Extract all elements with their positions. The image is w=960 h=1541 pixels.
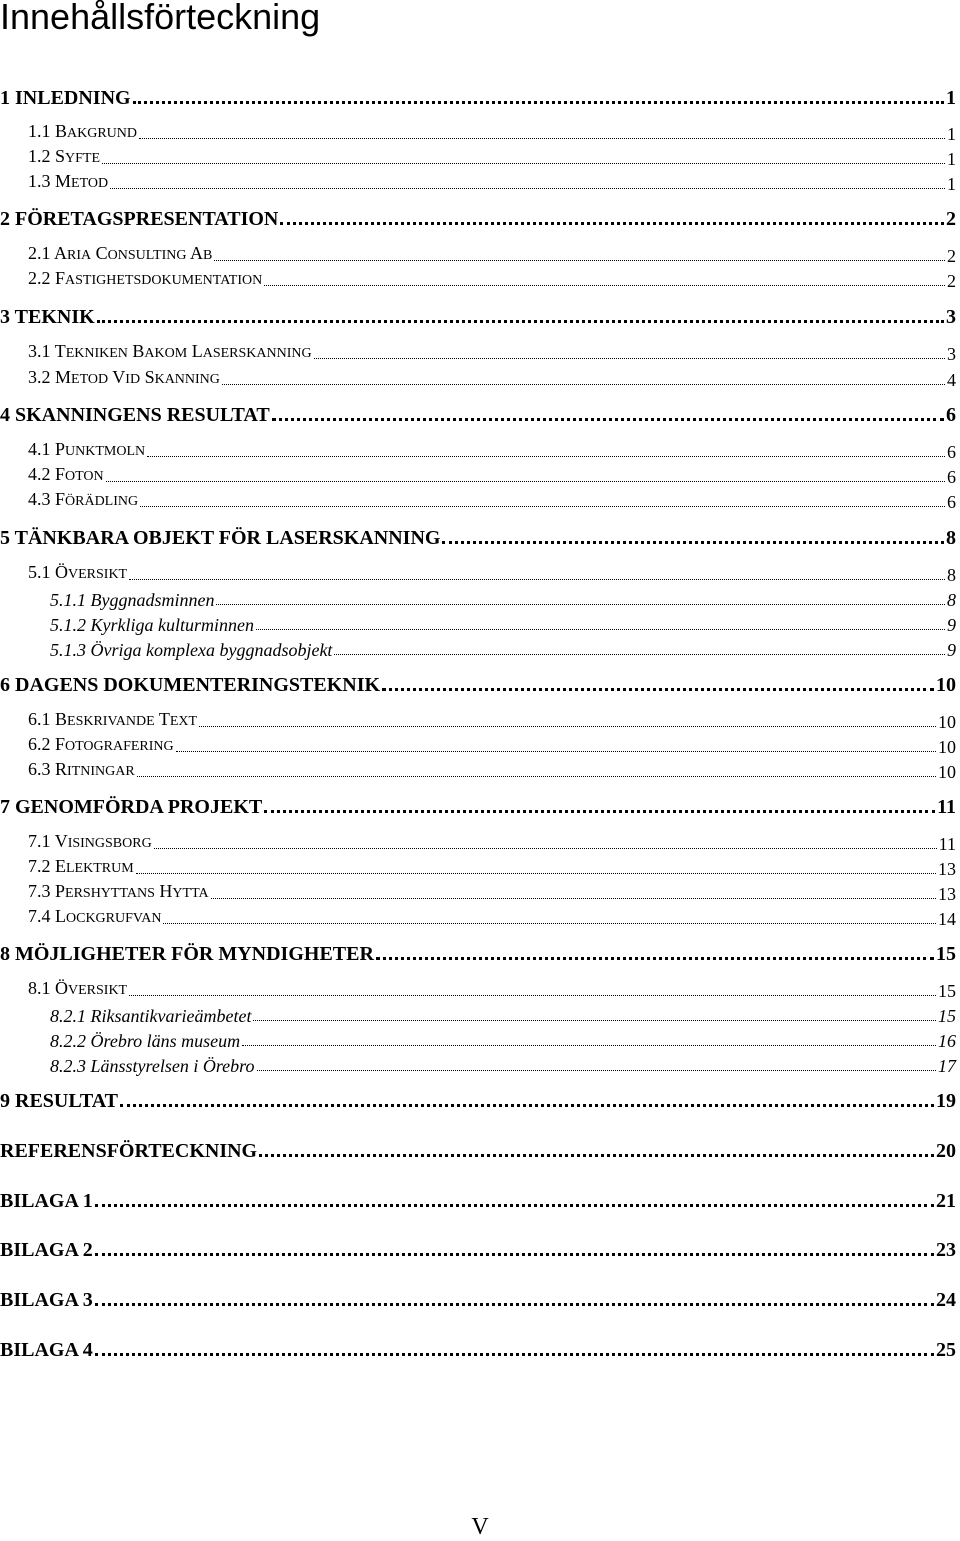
- dot-leader: [129, 579, 945, 580]
- toc-entry[interactable]: [0, 145, 956, 169]
- toc-entry-page: 25: [936, 1339, 956, 1361]
- toc-entry-label: 4.2 FOTON: [28, 464, 104, 484]
- dot-leader: [253, 1020, 936, 1021]
- toc-entry[interactable]: [0, 1236, 956, 1260]
- toc-entry-label: 7.2 ELEKTRUM: [28, 856, 134, 876]
- toc-entry-label: 3 TEKNIK: [0, 306, 95, 328]
- toc-entry-page: 15: [938, 1006, 956, 1026]
- dot-leader: [110, 188, 945, 189]
- dot-leader: [259, 1154, 934, 1157]
- toc-entry-label: 1 INLEDNING: [0, 87, 131, 109]
- toc-entry-page: 2: [946, 208, 956, 230]
- toc-entry[interactable]: [0, 940, 956, 964]
- dot-leader: [95, 1353, 934, 1356]
- dot-leader: [129, 995, 936, 996]
- toc-entry-page: 17: [938, 1056, 956, 1076]
- dot-leader: [272, 418, 944, 421]
- dot-leader: [376, 957, 934, 960]
- dot-leader: [216, 604, 945, 605]
- toc-entry-label: 5.1.3 Övriga komplexa byggnadsobjekt: [50, 640, 333, 660]
- toc-entry[interactable]: [0, 855, 956, 879]
- toc-entry-label: 5.1.2 Kyrkliga kulturminnen: [50, 615, 254, 635]
- toc-entry-label: 5 TÄNKBARA OBJEKT FÖR LASERSKANNING: [0, 527, 441, 549]
- toc-entry[interactable]: [0, 905, 956, 929]
- dot-leader: [264, 285, 945, 286]
- toc-entry-page: 10: [938, 712, 956, 732]
- toc-entry-label: REFERENSFÖRTECKNING: [0, 1140, 258, 1162]
- toc-entry-page: 9: [947, 615, 956, 635]
- toc-entry[interactable]: [0, 758, 956, 782]
- toc-entry-page: 4: [947, 370, 956, 390]
- toc-entry-label: 5.1 ÖVERSIKT: [28, 562, 128, 582]
- dot-leader: [163, 923, 936, 924]
- toc-entry[interactable]: [0, 84, 956, 108]
- toc-entry[interactable]: [0, 120, 956, 144]
- toc-entry-label: BILAGA 2: [0, 1239, 93, 1261]
- toc-entry-page: 8: [947, 565, 956, 585]
- toc-entry-page: 3: [946, 306, 956, 328]
- toc-entry-label: 1.1 BAKGRUND: [28, 121, 138, 141]
- toc-entry-page: 10: [938, 762, 956, 782]
- dot-leader: [280, 222, 944, 225]
- toc-entry[interactable]: [0, 733, 956, 757]
- toc-entry[interactable]: [0, 830, 956, 854]
- toc-entry-page: 16: [938, 1031, 956, 1051]
- toc-entry[interactable]: [0, 205, 956, 229]
- toc-entry-label: 1.3 METOD: [28, 171, 109, 191]
- toc-entry-page: 14: [938, 909, 956, 929]
- toc-entry-label: 3.2 METOD VID SKANNING: [28, 367, 220, 387]
- toc-entry-label: 8.2.1 Riksantikvarieämbetet: [50, 1006, 252, 1026]
- toc-entry-label: 5.1.1 Byggnadsminnen: [50, 590, 215, 610]
- dot-leader: [334, 654, 945, 655]
- dot-leader: [257, 1070, 937, 1071]
- toc-entry[interactable]: [0, 170, 956, 194]
- dot-leader: [106, 481, 945, 482]
- dot-leader: [140, 506, 945, 507]
- toc-entry[interactable]: [0, 671, 956, 695]
- toc-entry[interactable]: [0, 1286, 956, 1310]
- dot-leader: [199, 726, 936, 727]
- toc-entry-label: 7.1 VISINGSBORG: [28, 831, 152, 851]
- toc-entry-page: 6: [947, 492, 956, 512]
- toc-entry-label: 9 RESULTAT: [0, 1090, 119, 1112]
- toc-entry[interactable]: [0, 242, 956, 266]
- dot-leader: [139, 138, 945, 139]
- dot-leader: [147, 456, 945, 457]
- toc-entry-label: BILAGA 4: [0, 1339, 93, 1361]
- toc-entry[interactable]: [0, 340, 956, 364]
- toc-entry-page: 1: [947, 149, 956, 169]
- toc-entry-label: 6.1 BESKRIVANDE TEXT: [28, 709, 198, 729]
- toc-entry[interactable]: [0, 438, 956, 462]
- dot-leader: [154, 848, 937, 849]
- toc-entry-page: 9: [947, 640, 956, 660]
- toc-entry-label: 8.2.2 Örebro läns museum: [50, 1031, 241, 1051]
- dot-leader: [176, 751, 936, 752]
- toc-entry-page: 10: [936, 674, 956, 696]
- toc-entry-label: 8.2.3 Länsstyrelsen i Örebro: [50, 1056, 255, 1076]
- dot-leader: [95, 1204, 934, 1207]
- toc-entry-page: 2: [947, 271, 956, 291]
- dot-leader: [102, 163, 945, 164]
- toc-entry-label: 2.2 FASTIGHETSDOKUMENTATION: [28, 268, 263, 288]
- toc-entry[interactable]: [0, 488, 956, 512]
- toc-entry[interactable]: [0, 524, 956, 548]
- toc-entry[interactable]: [0, 1336, 956, 1360]
- dot-leader: [314, 358, 945, 359]
- toc-entry-page: 23: [936, 1239, 956, 1261]
- toc-entry-page: 21: [936, 1190, 956, 1212]
- page-title: Innehållsförteckning: [0, 0, 321, 37]
- toc-entry[interactable]: [0, 880, 956, 904]
- toc-entry-label: 4 SKANNINGENS RESULTAT: [0, 404, 270, 426]
- dot-leader: [222, 384, 945, 385]
- toc-entry-page: 19: [936, 1090, 956, 1112]
- toc-entry[interactable]: [0, 793, 956, 817]
- toc-entry-page: 6: [947, 467, 956, 487]
- toc-entry[interactable]: [0, 1052, 956, 1076]
- toc-entry-page: 11: [937, 796, 956, 818]
- toc-entry[interactable]: [0, 401, 956, 425]
- toc-entry-label: 2 FÖRETAGSPRESENTATION: [0, 208, 279, 230]
- toc-entry[interactable]: [0, 1137, 956, 1161]
- dot-leader: [95, 1253, 934, 1256]
- toc-entry-label: 8.1 ÖVERSIKT: [28, 978, 128, 998]
- toc-entry-label: 7.4 LOCKGRUFVAN: [28, 906, 162, 926]
- toc-entry-page: 11: [938, 834, 956, 854]
- toc-entry-page: 2: [947, 246, 956, 266]
- toc-entry-label: 7.3 PERSHYTTANS HYTTA: [28, 881, 209, 901]
- toc-entry-page: 6: [947, 442, 956, 462]
- toc-entry-label: 4.1 PUNKTMOLN: [28, 439, 146, 459]
- toc-entry[interactable]: [0, 1087, 956, 1111]
- toc-entry[interactable]: [0, 586, 956, 610]
- toc-entry-label: 8 MÖJLIGHETER FÖR MYNDIGHETER: [0, 943, 374, 965]
- toc-entry-page: 1: [946, 87, 956, 109]
- dot-leader: [97, 320, 944, 323]
- toc-entry[interactable]: [0, 303, 956, 327]
- toc-entry-page: 15: [938, 981, 956, 1001]
- toc-entry[interactable]: [0, 463, 956, 487]
- dot-leader: [211, 898, 936, 899]
- toc-entry-label: 6 DAGENS DOKUMENTERINGSTEKNIK: [0, 674, 381, 696]
- page-number: V: [471, 1514, 489, 1540]
- toc-entry-page: 24: [936, 1289, 956, 1311]
- toc-entry[interactable]: [0, 977, 956, 1001]
- dot-leader: [264, 810, 935, 813]
- dot-leader: [95, 1303, 934, 1306]
- toc-entry-page: 1: [947, 174, 956, 194]
- dot-leader: [242, 1045, 936, 1046]
- toc-entry[interactable]: [0, 708, 956, 732]
- toc-entry-page: 15: [936, 943, 956, 965]
- toc-entry[interactable]: [0, 267, 956, 291]
- toc-entry[interactable]: [0, 636, 956, 660]
- toc-entry-page: 13: [938, 884, 956, 904]
- toc-entry-label: BILAGA 1: [0, 1190, 93, 1212]
- toc-entry-page: 8: [946, 527, 956, 549]
- toc-entry[interactable]: [0, 1027, 956, 1051]
- toc-entry-page: 10: [938, 737, 956, 757]
- toc-entry[interactable]: [0, 366, 956, 390]
- dot-leader: [256, 629, 945, 630]
- toc-entry-page: 13: [938, 859, 956, 879]
- toc-entry[interactable]: [0, 561, 956, 585]
- toc-entry-page: 8: [947, 590, 956, 610]
- dot-leader: [137, 776, 936, 777]
- toc-entry-label: 2.1 ARIA CONSULTING AB: [28, 243, 213, 263]
- toc-entry-page: 3: [947, 344, 956, 364]
- dot-leader: [133, 101, 944, 104]
- toc-entry-label: 7 GENOMFÖRDA PROJEKT: [0, 796, 263, 818]
- dot-leader: [382, 688, 934, 691]
- toc-entry-page: 1: [947, 124, 956, 144]
- toc-entry-label: 1.2 SYFTE: [28, 146, 101, 166]
- dot-leader: [136, 873, 936, 874]
- toc-entry-label: 4.3 FÖRÄDLING: [28, 489, 139, 509]
- toc-entry-page: 20: [936, 1140, 956, 1162]
- toc-entry-label: 6.2 FOTOGRAFERING: [28, 734, 174, 754]
- toc-entry-page: 6: [946, 404, 956, 426]
- dot-leader: [442, 541, 944, 544]
- toc-entry-label: 3.1 TEKNIKEN BAKOM LASERSKANNING: [28, 341, 312, 361]
- toc-entry[interactable]: [0, 1187, 956, 1211]
- toc-entry[interactable]: [0, 1002, 956, 1026]
- toc-entry-label: 6.3 RITNINGAR: [28, 759, 135, 779]
- dot-leader: [120, 1104, 934, 1107]
- dot-leader: [214, 260, 945, 261]
- toc-entry[interactable]: [0, 611, 956, 635]
- toc-entry-label: BILAGA 3: [0, 1289, 93, 1311]
